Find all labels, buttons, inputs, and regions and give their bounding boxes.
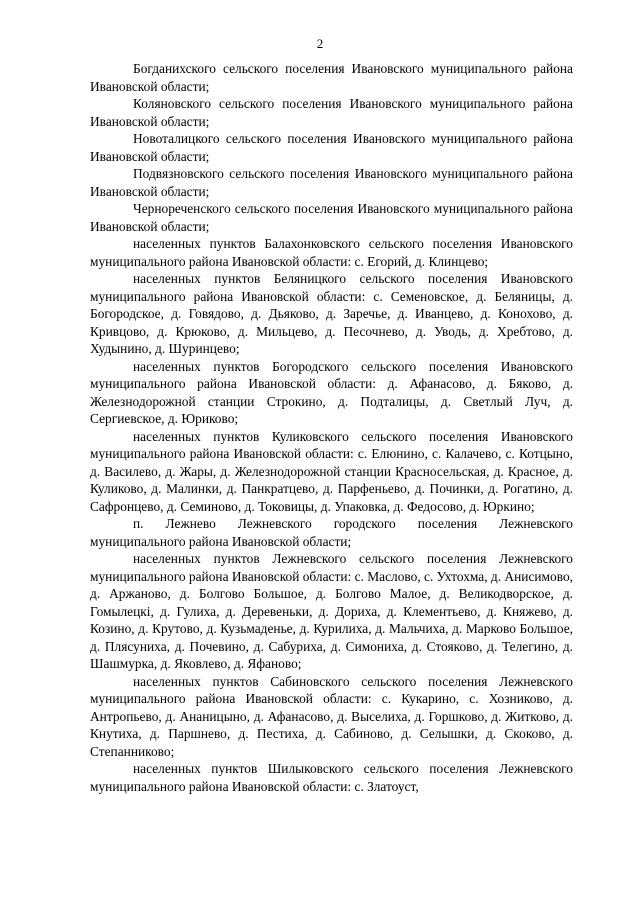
paragraph: населенных пунктов Богородского сельского поселения Ивановского муниципального района Ивановской области: д. Афанасово, д. Бяково, д. Железнодорожной станции Строкино, д. Подталицы, д. Светлый Луч, д. Сергиевское, д. Юриково; bbox=[90, 358, 573, 426]
paragraph: Подвязновского сельского поселения Ивановского муниципального района Ивановской области; bbox=[90, 166, 573, 199]
paragraph: населенных пунктов Беляницкого сельского поселения Ивановского муниципального района Ивановской области: с. Семеновское, д. Беляницы, д. Богородское, д. Говядово, д. Дьяково, д. Заречье, д. Иванцево, д. Конохово, д. Кривцово, д. Крюково, д. Мильцево, д. Песочнево, д. Уводь, д. Хребтово, д. Худынино, д. Шуринцево; bbox=[90, 271, 573, 356]
paragraph: Чернореченского сельского поселения Ивановского муниципального района Ивановской области; bbox=[90, 201, 573, 234]
paragraph: Новоталицкого сельского поселения Ивановского муниципального района Ивановской области; bbox=[90, 131, 573, 164]
page-number: 2 bbox=[316, 36, 324, 51]
paragraph: Коляновского сельского поселения Ивановского муниципального района Ивановской области; bbox=[90, 96, 573, 129]
paragraph: населенных пунктов Сабиновского сельского поселения Лежневского муниципального района Ивановской области: с. Кукарино, с. Хозниково, д. Антропьево, д. Ананицыно, д. Афанасово, д. Выселиха, д. Горшково, д. Житково, д. Кнутиха, д. Паршнево, д. Пестиха, д. Сабиново, д. Селышки, д. Скоково, д. Степанниково; bbox=[90, 673, 573, 759]
paragraph: населенных пунктов Куликовского сельского поселения Ивановского муниципального района Ивановской области: с. Елюнино, с. Калачево, с. Котцыно, д. Василево, д. Жары, д. Железнодорожной станции Красносельская, д. Красное, д. Куликово, д. Малинки, д. Панкратцево, д. Парфеньево, д. Починки, д. Рогатино, д. Сафронцево, д. Семиново, д. Токовицы, д. Упаковка, д. Федосово, д. Юркино; bbox=[90, 428, 573, 514]
paragraph: населенных пунктов Лежневского сельского поселения Лежневского муниципального района Ивановской области: с. Маслово, с. Ухтохма, д. Анисимово, д. Аржаново, д. Болгово Большое, д. Болгово Малое, д. Великодворское, д. Гомылецкi, д. Гулиха, д. Деревеньки, д. Дориха, д. Клементьево, д. Княжево, д. Козино, д. Крутово, д. Кузьмаденье, д. Курилиха, д. Мальчиха, д. Марково Большое, д. Плясуниха, д. Почевино, д. Сабуриха, д. Симониха, д. Стояково, д. Телегино, д. Шашмурка, д. Яковлево, д. Яфаново; bbox=[90, 551, 573, 671]
document-body bbox=[90, 60, 573, 795]
paragraph: п. Лежнево Лежневского городского поселения Лежневского муниципального района Ивановской области; bbox=[90, 516, 573, 549]
paragraph: населенных пунктов Шилыковского сельского поселения Лежневского муниципального района Ивановской области: с. Златоуст, bbox=[90, 761, 573, 794]
paragraph: Богданихского сельского поселения Ивановского муниципального района Ивановской области; bbox=[90, 61, 573, 94]
paragraph: населенных пунктов Балахонковского сельского поселения Ивановского муниципального района Ивановской области: с. Егорий, д. Клинцево; bbox=[90, 236, 573, 269]
